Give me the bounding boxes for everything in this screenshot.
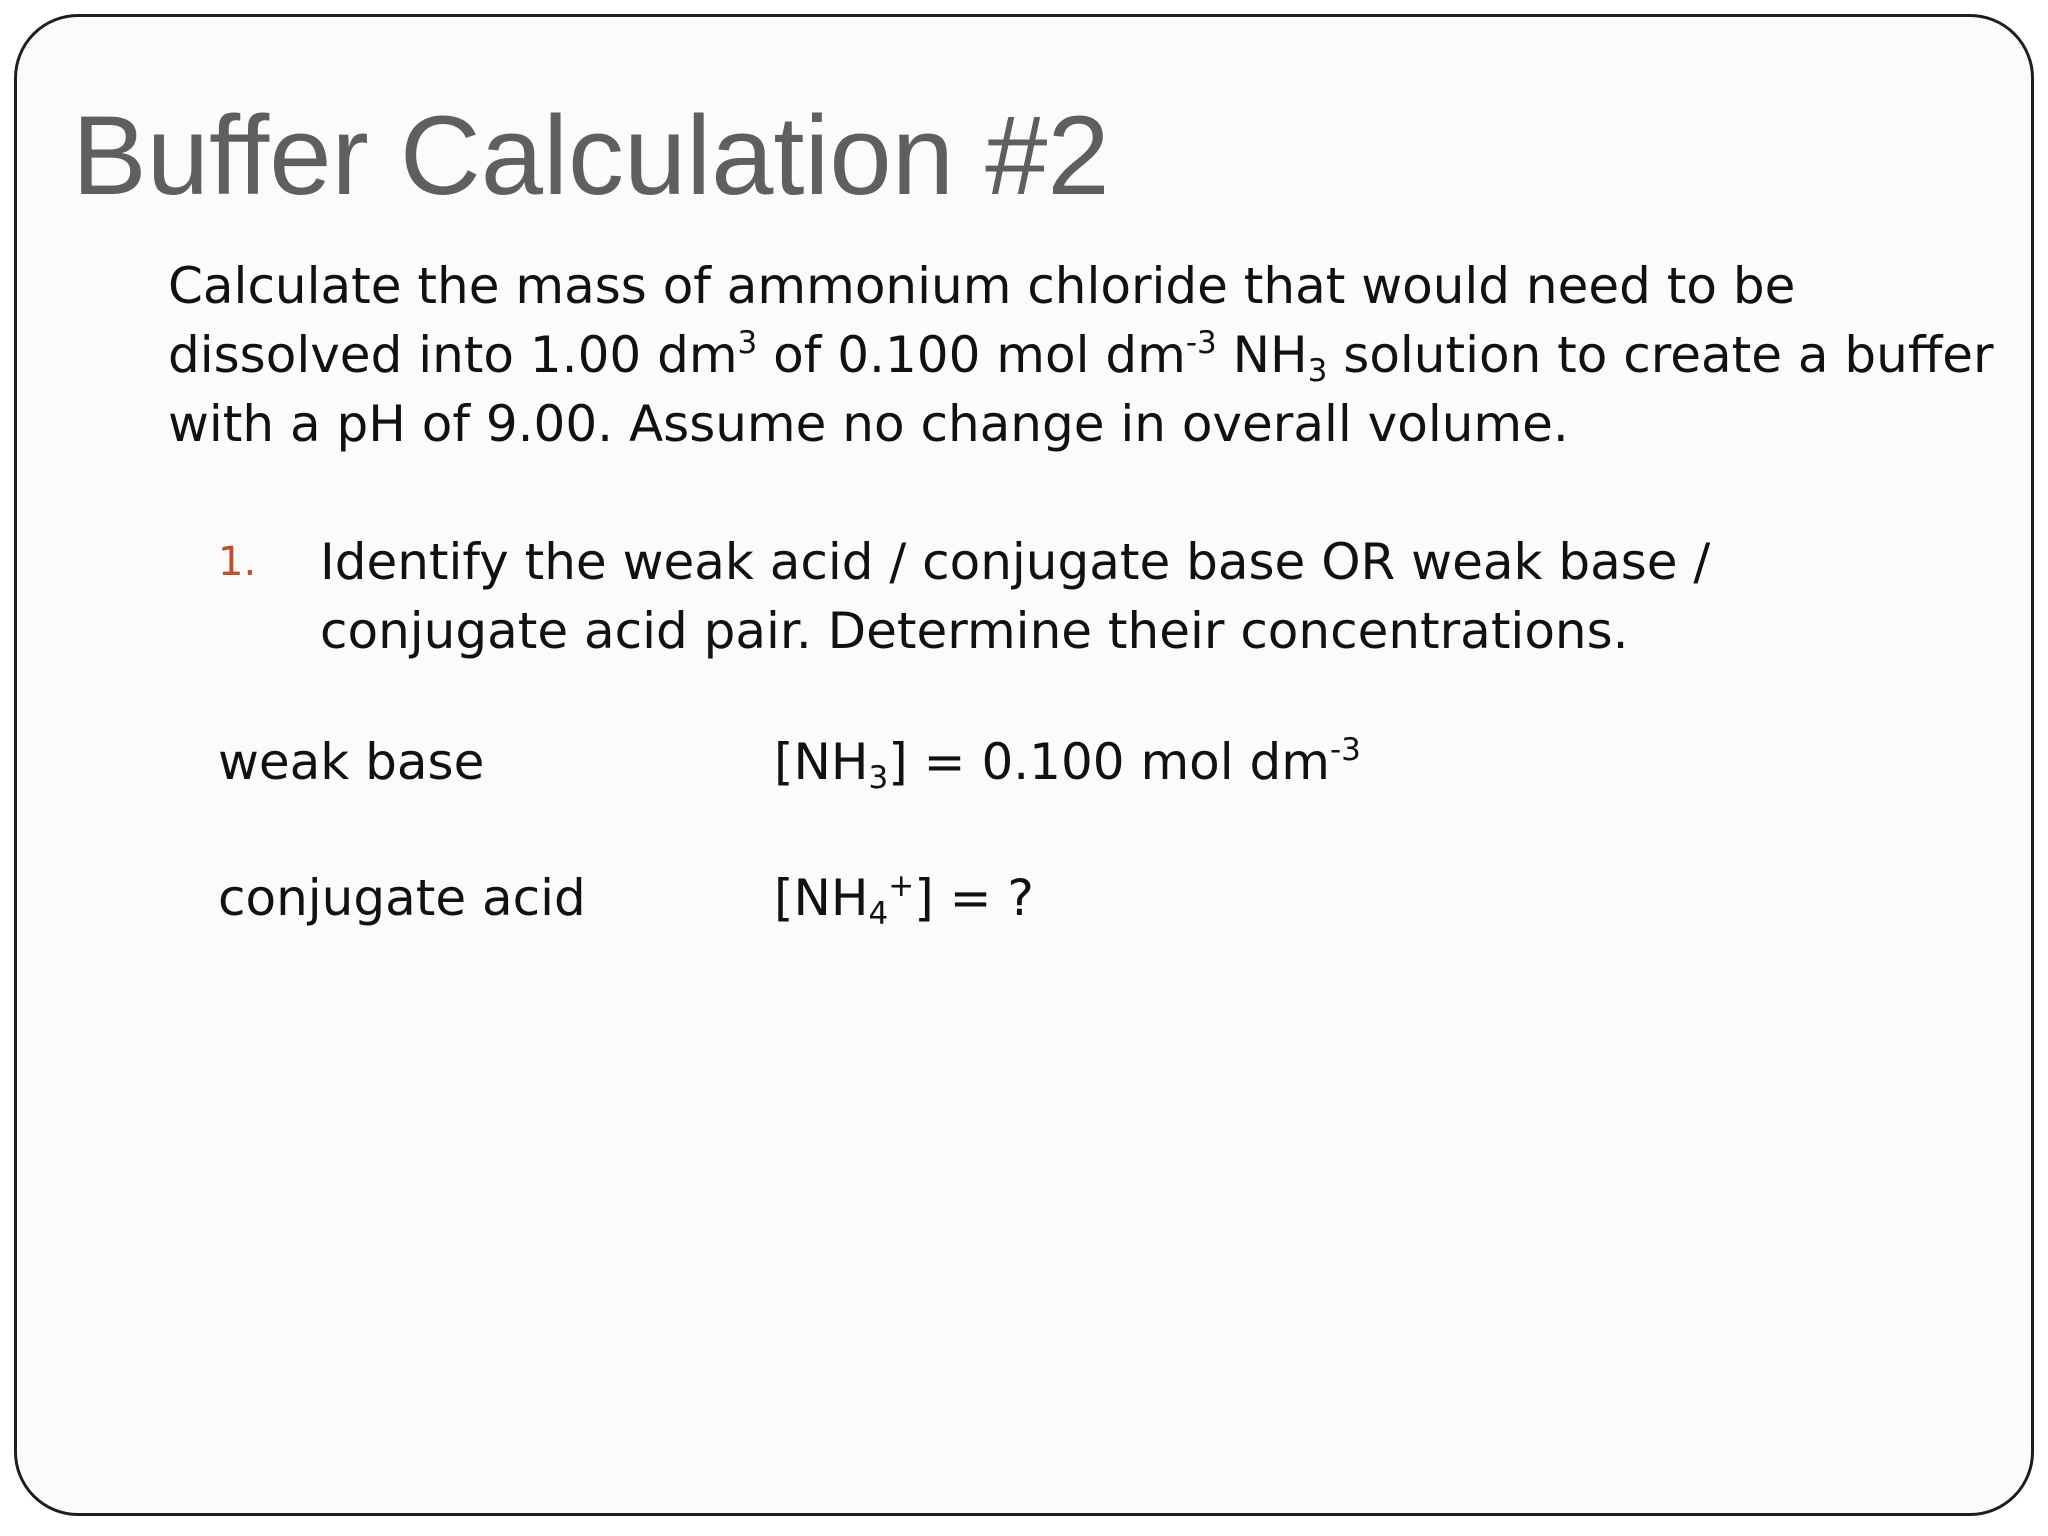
superscript: -3 — [1185, 325, 1217, 362]
row-label: weak base — [218, 733, 485, 791]
superscript: -3 — [1330, 732, 1361, 769]
formula-segment: ] = ? — [914, 869, 1034, 927]
row-label: conjugate acid — [218, 869, 586, 927]
problem-line-2 — [168, 321, 2018, 390]
problem-statement — [168, 252, 2018, 459]
problem-line-3: with a pH of 9.00. Assume no change in overall volume. — [168, 395, 1569, 453]
problem-text-segment: of 0.100 mol dm — [757, 326, 1186, 384]
step-text — [320, 528, 1710, 666]
subscript: 3 — [1307, 352, 1328, 389]
step-line-2: conjugate acid pair. Determine their concentrations. — [320, 602, 1629, 660]
row-value — [774, 728, 1361, 797]
step-number: 1. — [218, 539, 257, 585]
subscript: 4 — [868, 895, 889, 932]
problem-text-segment: solution to create a buffer — [1327, 326, 1994, 384]
superscript: 3 — [737, 325, 758, 362]
formula-segment: [NH — [774, 733, 869, 791]
problem-line-1: Calculate the mass of ammonium chloride that would need to be — [168, 257, 1796, 315]
formula-segment: ] = 0.100 mol dm — [888, 733, 1330, 791]
subscript: 3 — [868, 759, 889, 796]
step-line-1: Identify the weak acid / conjugate base OR weak base / — [320, 533, 1711, 591]
slide-title: Buffer Calculation #2 — [72, 93, 1110, 218]
row-value — [774, 864, 1034, 933]
problem-text-segment: dissolved into 1.00 dm — [168, 326, 738, 384]
problem-text-segment: NH — [1216, 326, 1308, 384]
formula-segment: [NH — [774, 869, 869, 927]
superscript: + — [888, 868, 915, 905]
